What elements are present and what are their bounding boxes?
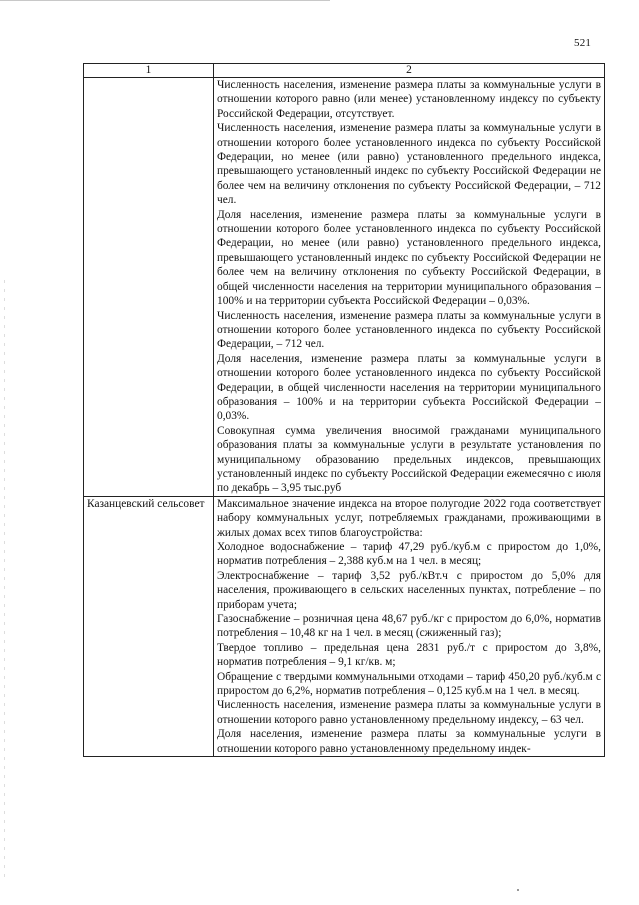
description-cell [214,78,605,497]
municipality-cell [84,78,214,497]
table-row [84,496,605,756]
page-number: 521 [574,37,592,49]
paragraph: Доля населения, изменение размера платы за коммунальные услуги в отношении которого равно установленному предельному индек- [217,728,601,755]
paragraph: Холодное водоснабжение – тариф 47,29 руб./куб.м с приростом до 1,0%, норматив потребления – 2,388 куб.м на 1 чел. в месяц; [217,541,601,568]
scan-left-edge [4,280,5,880]
scan-top-edge [0,0,330,1]
column-header-1: 1 [84,64,214,78]
paragraph: Совокупная сумма увеличения вносимой гражданами муниципального образования платы за коммунальные услуги в результате установления по муниципальному образованию предельных индексов, превышающих установленный индекс по субъекту Российской Федерации ежемесячно с июля по декабрь – 3,95 тыс.руб [217,424,601,495]
paragraph: Максимальное значение индекса на второе полугодие 2022 года соответствует набору коммунальных услуг, потребляемых гражданами, проживающими в жилых домах всех типов благоустройства: [217,497,601,539]
scan-speck [517,889,519,891]
paragraph: Доля населения, изменение размера платы за коммунальные услуги в отношении которого более установленного индекса по субъекту Российской Федерации, в общей численности населения на территории муниципального образования – 100% и на территории субъекта Российской Федерации – 0,03%. [217,352,601,423]
paragraph: Численность населения, изменение размера платы за коммунальные услуги в отношении которого более установленного индекса по субъекту Российской Федерации, но менее (или равно) установленного предельного индекса, превышающего установленный индекс по субъекту Российской Федерации не более чем на величину отклонения по субъекту Российской Федерации, – 712 чел. [217,122,601,207]
paragraph: Электроснабжение – тариф 3,52 руб./кВт.ч с приростом до 5,0% для населения, проживающего в сельских населенных пунктах, потребление – по приборам учета; [217,569,601,611]
paragraph: Доля населения, изменение размера платы за коммунальные услуги в отношении которого более установленного индекса по субъекту Российской Федерации, но менее (или равно) установленного предельного индекса, превышающего установленный индекс по субъекту Российской Федерации не более чем на величину отклонения по субъекту Российской Федерации, в общей численности населения на территории муниципального образования – 100% и на территории субъекта Российской Федерации – 0,03%. [217,208,601,308]
municipality-cell: Казанцевский сельсовет [84,496,214,756]
document-table [83,63,605,757]
table-row [84,78,605,497]
table-header-row [84,64,605,78]
paragraph: Численность населения, изменение размера платы за коммунальные услуги в отношении которого равно (или менее) установленному индексу по субъекту Российской Федерации, отсутствует. [217,79,601,120]
description-cell [214,496,605,756]
column-header-2: 2 [214,64,605,78]
paragraph: Газоснабжение – розничная цена 48,67 руб./кг с приростом до 6,0%, норматив потребления – 10,48 кг на 1 чел. в месяц (сжиженный газ); [217,613,601,640]
paragraph: Численность населения, изменение размера платы за коммунальные услуги в отношении которого равно установленному предельному индексу, – 63 чел. [217,699,601,726]
paragraph: Обращение с твердыми коммунальными отходами – тариф 450,20 руб./куб.м с приростом до 6,2%, норматив потребления – 0,125 куб.м на 1 чел. в месяц. [217,670,601,698]
paragraph: Численность населения, изменение размера платы за коммунальные услуги в отношении которого более установленного индекса по субъекту Российской Федерации, – 712 чел. [217,309,601,351]
paragraph: Твердое топливо – предельная цена 2831 руб./т с приростом до 3,8%, норматив потребления – 9,1 кг/кв. м; [217,641,601,669]
